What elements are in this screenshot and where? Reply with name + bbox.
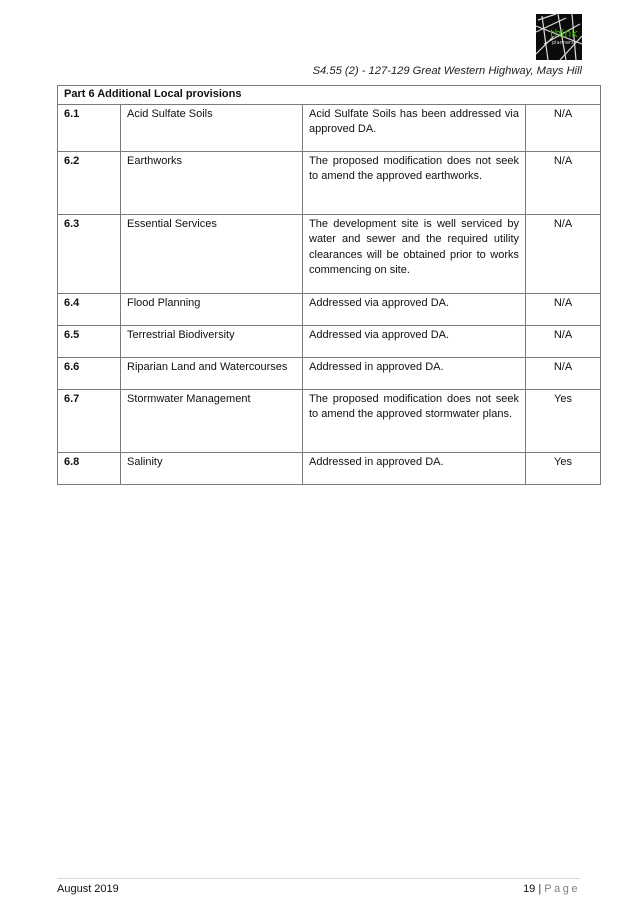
clause-number: 6.6 <box>58 357 121 389</box>
clause-number: 6.2 <box>58 151 121 214</box>
clause-number: 6.8 <box>58 452 121 484</box>
clause-title: Acid Sulfate Soils <box>121 104 303 151</box>
page-separator: | <box>538 883 542 895</box>
table-row <box>58 357 601 389</box>
clause-comment: The proposed modification does not seek to amend the approved earthworks. <box>303 151 526 214</box>
clause-comment: Addressed via approved DA. <box>303 293 526 325</box>
footer-date: August 2019 <box>57 883 119 895</box>
page-label: Page <box>544 883 580 895</box>
clause-comment: Addressed in approved DA. <box>303 357 526 389</box>
clause-title: Salinity <box>121 452 303 484</box>
clause-number: 6.3 <box>58 214 121 293</box>
clause-comment: Addressed via approved DA. <box>303 325 526 357</box>
logo-subtext: planners <box>552 40 574 46</box>
compliance-status: Yes <box>526 389 601 452</box>
clause-title: Flood Planning <box>121 293 303 325</box>
clause-number: 6.7 <box>58 389 121 452</box>
table-heading: Part 6 Additional Local provisions <box>58 86 601 105</box>
clause-comment: The proposed modification does not seek to amend the approved stormwater plans. <box>303 389 526 452</box>
clause-comment: Addressed in approved DA. <box>303 452 526 484</box>
clause-number: 6.1 <box>58 104 121 151</box>
table-heading-row <box>58 86 601 105</box>
table-row <box>58 104 601 151</box>
clause-number: 6.4 <box>58 293 121 325</box>
compliance-status: Yes <box>526 452 601 484</box>
document-header-title: S4.55 (2) - 127-129 Great Western Highway, Mays Hill <box>312 65 582 77</box>
page-number: 19 <box>523 883 536 895</box>
clause-title: Earthworks <box>121 151 303 214</box>
table-row <box>58 293 601 325</box>
clause-comment: Acid Sulfate Soils has been addressed via approved DA. <box>303 104 526 151</box>
compliance-status: N/A <box>526 104 601 151</box>
table-row <box>58 389 601 452</box>
clause-title: Essential Services <box>121 214 303 293</box>
clause-number: 6.5 <box>58 325 121 357</box>
table-row <box>58 452 601 484</box>
clause-title: Riparian Land and Watercourses <box>121 357 303 389</box>
table-row <box>58 214 601 293</box>
clause-comment: The development site is well serviced by water and sewer and the required utility clearances will be obtained prior to works commencing on site. <box>303 214 526 293</box>
compliance-status: N/A <box>526 357 601 389</box>
clause-title: Terrestrial Biodiversity <box>121 325 303 357</box>
footer-divider <box>57 878 580 879</box>
compliance-status: N/A <box>526 293 601 325</box>
compliance-status: N/A <box>526 214 601 293</box>
table-row <box>58 151 601 214</box>
logo-wordmark: think <box>550 27 578 40</box>
company-logo <box>536 14 582 60</box>
clause-title: Stormwater Management <box>121 389 303 452</box>
footer-page-info <box>523 883 580 895</box>
compliance-status: N/A <box>526 325 601 357</box>
compliance-status: N/A <box>526 151 601 214</box>
provisions-table <box>57 85 601 485</box>
table-row <box>58 325 601 357</box>
